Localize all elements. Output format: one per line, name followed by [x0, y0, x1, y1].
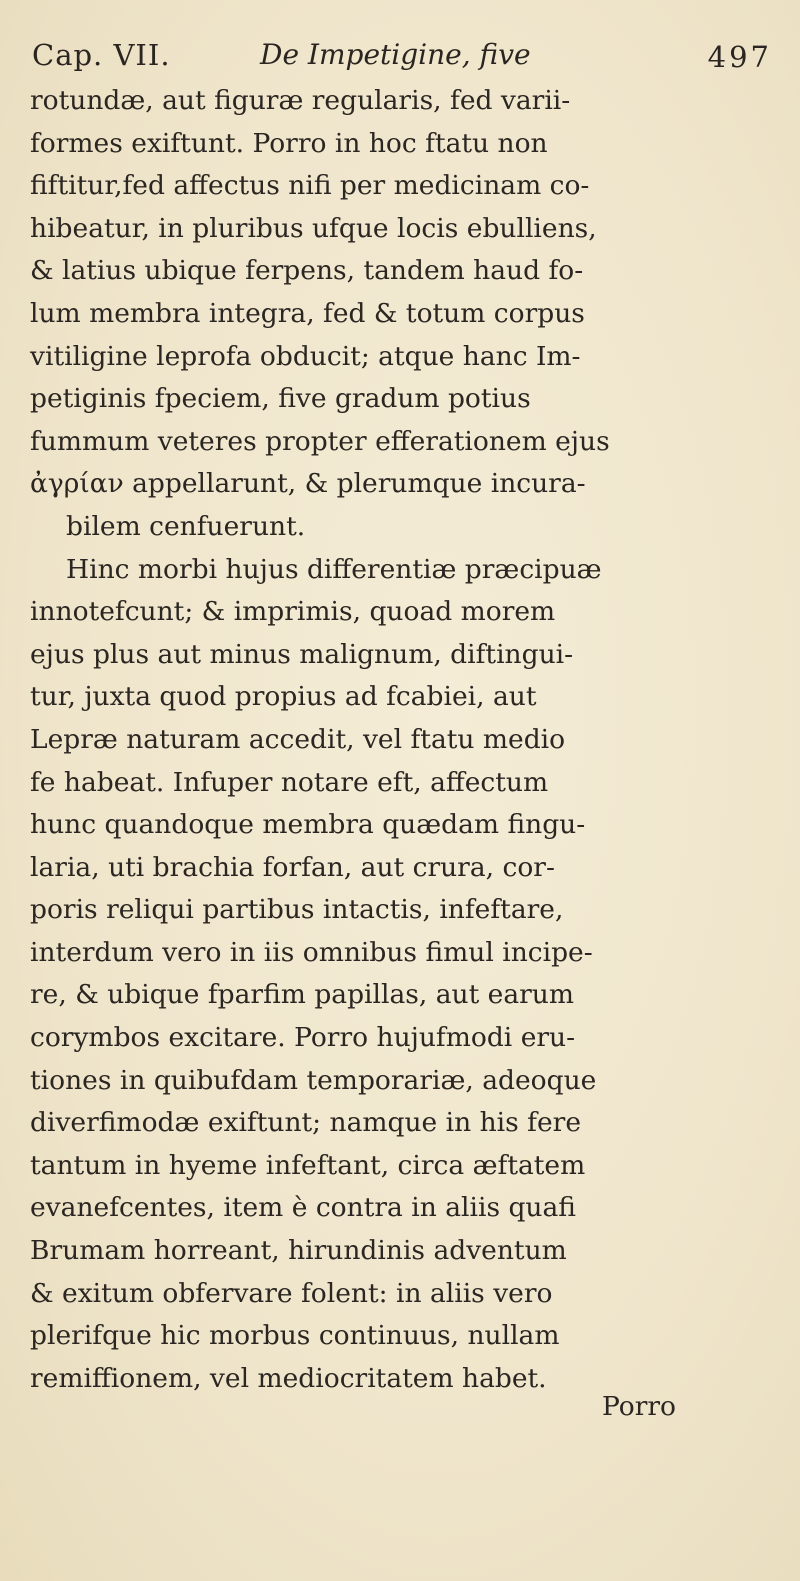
catchword: Porro [602, 1391, 677, 1422]
text-line: formes exiftunt. Porro in hoc ftatu non [30, 127, 548, 159]
text-line: interdum vero in iis omnibus fimul incipe- [30, 936, 593, 968]
text-line: innotefcunt; & imprimis, quoad morem [30, 596, 556, 628]
text-line: vitiligine leprofa obducit; atque hanc Im- [30, 340, 581, 372]
paragraph-start-line: Hinc morbi hujus differentiæ præcipuæ [66, 553, 602, 585]
text-line: bilem cenfuerunt. [66, 510, 306, 542]
body-text [30, 80, 770, 1400]
text-line: ejus plus aut minus malignum, diftingui- [30, 638, 574, 670]
text-line: re, & ubique fparfim papillas, aut earum [30, 979, 575, 1011]
text-line: diverfimodæ exiftunt; namque in his fere [30, 1107, 582, 1139]
text-line: laria, uti brachia forfan, aut crura, cor- [30, 851, 555, 883]
text-line: tur, juxta quod propius ad fcabiei, aut [30, 681, 537, 713]
text-line: ἀγρίαν appellarunt, & plerumque incura- [30, 468, 586, 500]
text-line: petiginis fpeciem, five gradum potius [30, 383, 531, 415]
text-line: poris reliqui partibus intactis, infeftare, [30, 894, 564, 926]
chapter-heading: Cap. VII. [32, 38, 171, 72]
text-line: rotundæ, aut figuræ regularis, fed varii- [30, 85, 571, 116]
text-line: fe habeat. Infuper notare eft, affectum [30, 766, 549, 798]
text-line: hibeatur, in pluribus ufque locis ebulliens, [30, 212, 597, 244]
text-line: & exitum obfervare folent: in aliis vero [30, 1277, 553, 1309]
running-title: De Impetigine, five [260, 38, 531, 71]
text-line: Lepræ naturam accedit, vel ftatu medio [30, 723, 566, 755]
text-line: tantum in hyeme infeftant, circa æftatem [30, 1149, 586, 1181]
text-line: evanefcentes, item è contra in aliis quafi [30, 1192, 576, 1224]
text-line: fummum veteres propter efferationem ejus [30, 425, 610, 457]
text-line: corymbos excitare. Porro hujufmodi eru- [30, 1022, 576, 1054]
text-line: & latius ubique ferpens, tandem haud fo- [30, 255, 584, 287]
text-line: lum membra integra, fed & totum corpus [30, 297, 585, 329]
running-header [32, 34, 772, 84]
page-number: 497 [707, 40, 772, 74]
text-line: tiones in quibufdam temporariæ, adeoque [30, 1064, 597, 1096]
text-line: hunc quandoque membra quædam fingu- [30, 809, 586, 841]
text-line: remiffionem, vel mediocritatem habet. [30, 1362, 547, 1394]
text-line: fiftitur,fed affectus nifi per medicinam co- [30, 170, 590, 202]
text-line: Brumam horreant, hirundinis adventum [30, 1235, 567, 1267]
text-line: plerifque hic morbus continuus, nullam [30, 1320, 560, 1352]
